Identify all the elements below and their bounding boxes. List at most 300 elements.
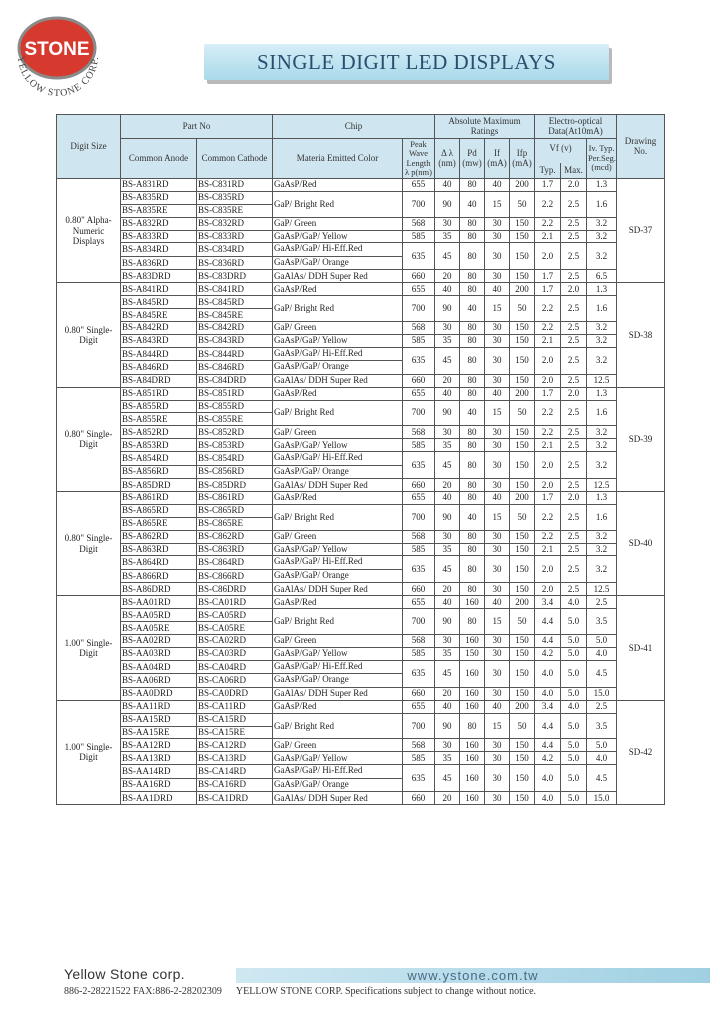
part-anode-cell: BS-AA02RD	[121, 635, 197, 648]
if-cell: 30	[485, 426, 510, 439]
ifp-cell: 150	[510, 752, 535, 765]
vf-max-cell: 2.5	[561, 530, 587, 543]
ifp-cell: 150	[510, 765, 535, 792]
pd-cell: 40	[460, 504, 485, 530]
part-anode-cell: BS-AA15RE	[121, 726, 197, 739]
ifp-cell: 150	[510, 322, 535, 335]
vf-max-cell: 2.5	[561, 296, 587, 322]
vf-typ-cell: 2.2	[535, 400, 561, 426]
delta-lambda-cell: 40	[435, 179, 460, 192]
chip-material-cell: GaAsP/GaP/ Yellow	[273, 334, 403, 347]
vf-max-cell: 2.5	[561, 217, 587, 230]
delta-lambda-cell: 30	[435, 426, 460, 439]
part-cathode-cell: BS-C85DRD	[197, 479, 273, 492]
iv-cell: 6.5	[587, 270, 617, 283]
vf-max-cell: 2.0	[561, 387, 587, 400]
iv-cell: 3.2	[587, 217, 617, 230]
part-cathode-cell: BS-CA05RE	[197, 622, 273, 635]
part-anode-cell: BS-AA16RD	[121, 778, 197, 792]
vf-typ-cell: 4.4	[535, 713, 561, 739]
delta-lambda-cell: 90	[435, 504, 460, 530]
ifp-cell: 150	[510, 217, 535, 230]
if-cell: 30	[485, 217, 510, 230]
header-common-anode: Common Anode	[121, 139, 197, 179]
table-row	[57, 635, 665, 648]
pd-cell: 160	[460, 700, 485, 713]
table-row	[57, 752, 665, 765]
vf-typ-cell: 2.2	[535, 426, 561, 439]
vf-typ-cell: 2.2	[535, 296, 561, 322]
table-row	[57, 217, 665, 230]
ifp-cell: 150	[510, 647, 535, 660]
iv-cell: 4.0	[587, 752, 617, 765]
if-cell: 40	[485, 283, 510, 296]
delta-lambda-cell: 30	[435, 530, 460, 543]
peak-wave-cell: 635	[403, 556, 435, 583]
delta-lambda-cell: 40	[435, 596, 460, 609]
pd-cell: 80	[460, 583, 485, 596]
pd-cell: 80	[460, 374, 485, 387]
delta-lambda-cell: 35	[435, 439, 460, 452]
delta-lambda-cell: 20	[435, 374, 460, 387]
drawing-no-cell: SD-39	[617, 387, 665, 491]
table-row	[57, 556, 665, 570]
peak-wave-cell: 585	[403, 230, 435, 243]
part-cathode-cell: BS-C842RD	[197, 322, 273, 335]
part-anode-cell: BS-A845RE	[121, 309, 197, 322]
ifp-cell: 50	[510, 609, 535, 635]
if-cell: 30	[485, 752, 510, 765]
vf-typ-cell: 1.7	[535, 387, 561, 400]
part-anode-cell: BS-A865RE	[121, 517, 197, 530]
delta-lambda-cell: 90	[435, 609, 460, 635]
vf-typ-cell: 4.4	[535, 609, 561, 635]
table-row	[57, 243, 665, 257]
vf-max-cell: 2.0	[561, 179, 587, 192]
ifp-cell: 150	[510, 687, 535, 700]
vf-typ-cell: 3.4	[535, 596, 561, 609]
iv-cell: 3.2	[587, 556, 617, 583]
ifp-cell: 200	[510, 179, 535, 192]
peak-wave-cell: 655	[403, 492, 435, 505]
chip-material-cell: GaP/ Green	[273, 217, 403, 230]
delta-lambda-cell: 35	[435, 752, 460, 765]
part-anode-cell: BS-AA06RD	[121, 674, 197, 688]
peak-wave-cell: 700	[403, 296, 435, 322]
part-anode-cell: BS-A843RD	[121, 334, 197, 347]
if-cell: 30	[485, 647, 510, 660]
page-title	[204, 44, 609, 80]
pd-cell: 80	[460, 426, 485, 439]
digit-size-cell: 0.80" Alpha-Numeric Displays	[57, 179, 121, 283]
iv-cell: 5.0	[587, 739, 617, 752]
chip-material-cell: GaAsP/Red	[273, 492, 403, 505]
delta-lambda-cell: 45	[435, 243, 460, 270]
delta-lambda-cell: 35	[435, 647, 460, 660]
vf-max-cell: 5.0	[561, 739, 587, 752]
vf-typ-cell: 1.7	[535, 283, 561, 296]
delta-lambda-cell: 45	[435, 452, 460, 479]
peak-wave-cell: 655	[403, 700, 435, 713]
peak-wave-cell: 700	[403, 713, 435, 739]
table-row	[57, 583, 665, 596]
table-row	[57, 479, 665, 492]
chip-material-cell	[273, 243, 403, 270]
digit-size-cell: 1.00" Single-Digit	[57, 596, 121, 700]
part-cathode-cell: BS-C865RE	[197, 517, 273, 530]
if-cell: 40	[485, 492, 510, 505]
table-row	[57, 374, 665, 387]
footer-contact-line	[64, 986, 536, 997]
vf-max-cell: 2.5	[561, 556, 587, 583]
table-row	[57, 609, 665, 622]
chip-material-cell: GaAsP/Red	[273, 596, 403, 609]
part-cathode-cell: BS-C836RD	[197, 256, 273, 270]
vf-typ-cell: 2.0	[535, 243, 561, 270]
table-row	[57, 283, 665, 296]
if-cell: 30	[485, 479, 510, 492]
table-row	[57, 270, 665, 283]
peak-wave-cell: 568	[403, 739, 435, 752]
chip-material-cell: GaAlAs/ DDH Super Red	[273, 583, 403, 596]
part-cathode-cell: BS-C846RD	[197, 361, 273, 375]
iv-cell: 3.2	[587, 439, 617, 452]
vf-max-cell: 2.5	[561, 270, 587, 283]
delta-lambda-cell: 35	[435, 543, 460, 556]
header-drawing: Drawing No.	[617, 115, 665, 179]
iv-cell: 1.3	[587, 283, 617, 296]
vf-max-cell: 2.0	[561, 492, 587, 505]
header-abs-max: Absolute Maximum Ratings	[435, 115, 535, 139]
delta-lambda-cell: 30	[435, 739, 460, 752]
delta-lambda-cell: 40	[435, 492, 460, 505]
delta-lambda-cell: 45	[435, 556, 460, 583]
part-anode-cell: BS-A866RD	[121, 569, 197, 583]
part-cathode-cell: BS-CA1DRD	[197, 792, 273, 805]
part-cathode-cell: BS-CA04RD	[197, 660, 273, 674]
if-cell: 30	[485, 374, 510, 387]
part-anode-cell: BS-A844RD	[121, 347, 197, 361]
pd-cell: 160	[460, 752, 485, 765]
delta-lambda-cell: 40	[435, 283, 460, 296]
part-anode-cell: BS-A842RD	[121, 322, 197, 335]
peak-wave-cell: 568	[403, 217, 435, 230]
peak-wave-cell: 585	[403, 334, 435, 347]
chip-material-cell: GaAsP/Red	[273, 387, 403, 400]
delta-lambda-cell: 20	[435, 270, 460, 283]
pd-cell: 80	[460, 230, 485, 243]
chip-material-cell	[273, 660, 403, 687]
iv-cell: 4.5	[587, 660, 617, 687]
if-cell: 15	[485, 504, 510, 530]
vf-max-cell: 4.0	[561, 700, 587, 713]
header-chip: Chip	[273, 115, 435, 139]
chip-material-cell: GaAlAs/ DDH Super Red	[273, 374, 403, 387]
iv-cell: 4.0	[587, 647, 617, 660]
footer-company: Yellow Stone corp.	[64, 966, 185, 982]
ifp-cell: 150	[510, 243, 535, 270]
if-cell: 30	[485, 687, 510, 700]
part-anode-cell: BS-AA14RD	[121, 765, 197, 779]
part-anode-cell: BS-AA04RD	[121, 660, 197, 674]
vf-typ-cell: 2.2	[535, 530, 561, 543]
table-row	[57, 334, 665, 347]
if-cell: 30	[485, 334, 510, 347]
drawing-no-cell: SD-42	[617, 700, 665, 804]
part-anode-cell: BS-A856RD	[121, 465, 197, 479]
table-row	[57, 792, 665, 805]
part-anode-cell: BS-A853RD	[121, 439, 197, 452]
vf-typ-cell: 2.2	[535, 191, 561, 217]
part-cathode-cell: BS-C853RD	[197, 439, 273, 452]
footer-website[interactable]: www.ystone.com.tw	[407, 968, 539, 983]
pd-cell: 80	[460, 492, 485, 505]
part-cathode-cell: BS-C833RD	[197, 230, 273, 243]
iv-cell: 1.3	[587, 179, 617, 192]
iv-cell: 1.6	[587, 191, 617, 217]
chip-material-cell: GaAsP/Red	[273, 283, 403, 296]
if-cell: 15	[485, 191, 510, 217]
peak-wave-cell: 655	[403, 179, 435, 192]
if-cell: 30	[485, 765, 510, 792]
ifp-cell: 50	[510, 713, 535, 739]
iv-cell: 3.5	[587, 713, 617, 739]
vf-max-cell: 5.0	[561, 660, 587, 687]
table-row	[57, 700, 665, 713]
vf-max-cell: 2.5	[561, 583, 587, 596]
chip-material-cell: GaP/ Green	[273, 635, 403, 648]
if-cell: 30	[485, 660, 510, 687]
delta-lambda-cell: 45	[435, 660, 460, 687]
part-cathode-cell: BS-C835RE	[197, 204, 273, 217]
if-cell: 40	[485, 596, 510, 609]
iv-cell: 3.2	[587, 243, 617, 270]
iv-cell: 3.2	[587, 334, 617, 347]
table-row	[57, 739, 665, 752]
iv-cell: 3.2	[587, 230, 617, 243]
peak-wave-cell: 660	[403, 792, 435, 805]
header-ifp: Ifp (mA)	[510, 139, 535, 179]
ifp-cell: 150	[510, 230, 535, 243]
pd-cell: 80	[460, 556, 485, 583]
pd-cell: 80	[460, 283, 485, 296]
peak-wave-cell: 660	[403, 687, 435, 700]
chip-material-line: GaAsP/GaP/ Orange	[274, 569, 349, 580]
pd-cell: 80	[460, 387, 485, 400]
vf-typ-cell: 1.7	[535, 492, 561, 505]
vf-max-cell: 5.0	[561, 687, 587, 700]
peak-wave-cell: 700	[403, 191, 435, 217]
part-anode-cell: BS-A851RD	[121, 387, 197, 400]
part-cathode-cell: BS-CA01RD	[197, 596, 273, 609]
part-anode-cell: BS-AA05RD	[121, 609, 197, 622]
if-cell: 30	[485, 230, 510, 243]
vf-max-cell: 2.0	[561, 283, 587, 296]
chip-material-line: GaAsP/GaP/ Hi-Eff.Red	[273, 243, 402, 257]
pd-cell: 80	[460, 217, 485, 230]
if-cell: 30	[485, 543, 510, 556]
table-row	[57, 426, 665, 439]
header-part-no: Part No	[121, 115, 273, 139]
vf-typ-cell: 4.0	[535, 660, 561, 687]
if-cell: 30	[485, 347, 510, 374]
chip-material-cell: GaAsP/GaP/ Yellow	[273, 752, 403, 765]
iv-cell: 1.3	[587, 387, 617, 400]
ifp-cell: 150	[510, 635, 535, 648]
vf-max-cell: 2.5	[561, 479, 587, 492]
digit-size-cell: 1.00" Single-Digit	[57, 700, 121, 804]
chip-material-cell: GaP/ Green	[273, 322, 403, 335]
chip-material-cell: GaP/ Bright Red	[273, 400, 403, 426]
ifp-cell: 150	[510, 270, 535, 283]
chip-material-cell: GaP/ Green	[273, 426, 403, 439]
header-if: If (mA)	[485, 139, 510, 179]
ifp-cell: 150	[510, 426, 535, 439]
vf-max-cell: 5.0	[561, 635, 587, 648]
chip-material-cell: GaP/ Bright Red	[273, 609, 403, 635]
pd-cell: 160	[460, 596, 485, 609]
part-cathode-cell: BS-C866RD	[197, 569, 273, 583]
part-cathode-cell: BS-CA14RD	[197, 765, 273, 779]
vf-typ-cell: 4.0	[535, 687, 561, 700]
if-cell: 30	[485, 243, 510, 270]
vf-typ-cell: 4.0	[535, 765, 561, 792]
iv-cell: 1.6	[587, 296, 617, 322]
pd-cell: 80	[460, 347, 485, 374]
pd-cell: 80	[460, 322, 485, 335]
table-row	[57, 347, 665, 361]
part-cathode-cell: BS-C862RD	[197, 530, 273, 543]
if-cell: 30	[485, 452, 510, 479]
part-cathode-cell: BS-C844RD	[197, 347, 273, 361]
ifp-cell: 150	[510, 334, 535, 347]
table-row	[57, 400, 665, 413]
part-cathode-cell: BS-C841RD	[197, 283, 273, 296]
pd-cell: 80	[460, 179, 485, 192]
delta-lambda-cell: 90	[435, 191, 460, 217]
iv-cell: 1.6	[587, 504, 617, 530]
part-cathode-cell: BS-C855RE	[197, 413, 273, 426]
vf-typ-cell: 4.2	[535, 752, 561, 765]
chip-material-line: GaAsP/GaP/ Hi-Eff.Red	[273, 348, 402, 362]
vf-typ-cell: 2.0	[535, 556, 561, 583]
part-anode-cell: BS-A863RD	[121, 543, 197, 556]
part-anode-cell: BS-AA01RD	[121, 596, 197, 609]
chip-material-line: GaAsP/GaP/ Hi-Eff.Red	[273, 661, 402, 675]
vf-max-cell: 5.0	[561, 752, 587, 765]
company-logo	[6, 0, 108, 108]
delta-lambda-cell: 20	[435, 792, 460, 805]
part-cathode-cell: BS-C864RD	[197, 556, 273, 570]
peak-wave-cell: 660	[403, 270, 435, 283]
iv-cell: 2.5	[587, 700, 617, 713]
part-cathode-cell: BS-C852RD	[197, 426, 273, 439]
if-cell: 30	[485, 270, 510, 283]
vf-max-cell: 2.5	[561, 504, 587, 530]
table-row	[57, 765, 665, 779]
pd-cell: 40	[460, 191, 485, 217]
vf-max-cell: 2.5	[561, 334, 587, 347]
ifp-cell: 150	[510, 452, 535, 479]
delta-lambda-cell: 90	[435, 713, 460, 739]
chip-material-cell: GaAsP/GaP/ Yellow	[273, 543, 403, 556]
iv-cell: 3.2	[587, 347, 617, 374]
table-row	[57, 504, 665, 517]
peak-wave-cell: 585	[403, 543, 435, 556]
table-row	[57, 387, 665, 400]
table-row	[57, 660, 665, 674]
table-row	[57, 179, 665, 192]
part-cathode-cell: BS-CA12RD	[197, 739, 273, 752]
part-cathode-cell: BS-CA0DRD	[197, 687, 273, 700]
ifp-cell: 150	[510, 439, 535, 452]
pd-cell: 160	[460, 660, 485, 687]
chip-material-cell: GaP/ Bright Red	[273, 504, 403, 530]
iv-cell: 3.2	[587, 322, 617, 335]
chip-material-cell: GaAlAs/ DDH Super Red	[273, 687, 403, 700]
vf-typ-cell: 2.1	[535, 230, 561, 243]
ifp-cell: 150	[510, 792, 535, 805]
part-anode-cell: BS-A836RD	[121, 256, 197, 270]
peak-wave-cell: 635	[403, 243, 435, 270]
part-anode-cell: BS-AA0DRD	[121, 687, 197, 700]
delta-lambda-cell: 90	[435, 296, 460, 322]
part-cathode-cell: BS-C86DRD	[197, 583, 273, 596]
header-iv: Iv. Typ. Per.Seg. (mcd)	[587, 139, 617, 179]
ifp-cell: 50	[510, 400, 535, 426]
iv-cell: 3.2	[587, 530, 617, 543]
delta-lambda-cell: 20	[435, 687, 460, 700]
pd-cell: 40	[460, 296, 485, 322]
delta-lambda-cell: 35	[435, 230, 460, 243]
pd-cell: 160	[460, 739, 485, 752]
part-anode-cell: BS-A835RD	[121, 191, 197, 204]
chip-material-cell: GaAlAs/ DDH Super Red	[273, 479, 403, 492]
ifp-cell: 150	[510, 347, 535, 374]
delta-lambda-cell: 30	[435, 322, 460, 335]
ifp-cell: 150	[510, 479, 535, 492]
iv-cell: 3.2	[587, 426, 617, 439]
vf-max-cell: 2.5	[561, 543, 587, 556]
pd-cell: 80	[460, 243, 485, 270]
peak-wave-cell: 585	[403, 752, 435, 765]
if-cell: 30	[485, 530, 510, 543]
if-cell: 15	[485, 296, 510, 322]
chip-material-cell: GaP/ Green	[273, 739, 403, 752]
vf-max-cell: 5.0	[561, 792, 587, 805]
if-cell: 30	[485, 739, 510, 752]
pd-cell: 80	[460, 452, 485, 479]
part-cathode-cell: BS-C865RD	[197, 504, 273, 517]
part-cathode-cell: BS-CA11RD	[197, 700, 273, 713]
iv-cell: 1.6	[587, 400, 617, 426]
vf-typ-cell: 2.2	[535, 504, 561, 530]
drawing-no-cell: SD-40	[617, 492, 665, 596]
part-anode-cell: BS-A861RD	[121, 492, 197, 505]
chip-material-cell: GaP/ Bright Red	[273, 191, 403, 217]
vf-typ-cell: 2.1	[535, 543, 561, 556]
vf-typ-cell: 1.7	[535, 179, 561, 192]
part-cathode-cell: BS-CA15RD	[197, 713, 273, 726]
chip-material-cell	[273, 556, 403, 583]
part-cathode-cell: BS-C834RD	[197, 243, 273, 257]
vf-typ-cell: 2.0	[535, 479, 561, 492]
part-anode-cell: BS-AA13RD	[121, 752, 197, 765]
peak-wave-cell: 655	[403, 283, 435, 296]
iv-cell: 12.5	[587, 479, 617, 492]
peak-wave-cell: 568	[403, 530, 435, 543]
part-cathode-cell: BS-C856RD	[197, 465, 273, 479]
